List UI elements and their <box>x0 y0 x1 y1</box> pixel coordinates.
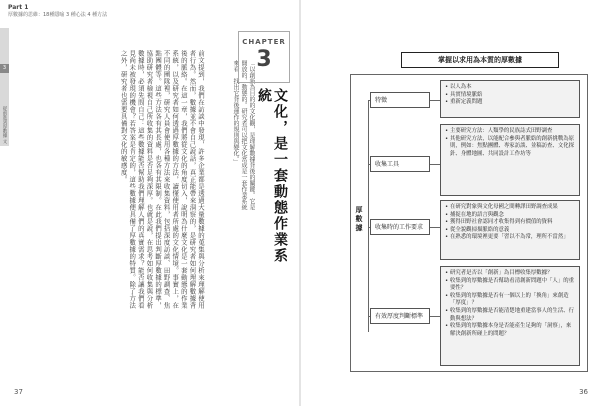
thick-data-diagram <box>340 52 588 374</box>
diagram-connector-spine <box>368 100 369 332</box>
page-number-left: 37 <box>14 388 23 396</box>
list-item: • 主要研究方法：人類學的民族誌式田野調查 <box>445 128 575 136</box>
list-item: • 具實情境脈絡 <box>445 92 575 100</box>
connector <box>430 316 440 317</box>
chapter-number: 3 <box>256 47 272 72</box>
connector <box>430 227 440 228</box>
list-item: • 捕捉在地的語言與觀念 <box>445 212 575 220</box>
list-item: • 研究者是否以「創新」為目標收集厚數據？ <box>445 270 575 278</box>
connector <box>430 100 440 101</box>
list-item: • 以人為本 <box>445 84 575 92</box>
chapter-intro: 「以創新為目的的文化觀，是理解數據背後的關鍵。它是開放的、動態的。研究者可以把文化當成是一套作業系統來看，找出它背後運作的規則與變化。」 <box>232 60 255 210</box>
diagram-title: 掌握以求用為本質的厚數據 <box>401 52 559 68</box>
list-item: • 重新定義問題 <box>445 99 575 107</box>
row-label-tools: 收集工具 <box>370 156 430 172</box>
row-label-features: 特徵 <box>370 92 430 108</box>
list-item: • 在研究對象與文化母國之間轉譯田野調查成果 <box>445 204 575 212</box>
page-number-right: 36 <box>579 388 588 396</box>
list-item: • 其他研究方法，以能配合參與者脈絡的創新挑戰為原則，例如：焦點團體、專家訪談、並稿訪查、文化探針、身體地圖、共同設計工作坊等 <box>445 136 575 159</box>
page-gutter <box>299 0 301 406</box>
list-item: • 收集到的厚數據是否有一個以上的「換角」來創造「厚度」？ <box>445 293 575 308</box>
row-box-tools <box>440 124 580 196</box>
side-tab-number: 3 <box>0 64 9 73</box>
list-item: • 收集到的厚數據是否能清楚地重建當事人的生活、行動與想法？ <box>445 308 575 323</box>
diagram-side-label: 厚數據 <box>355 206 363 233</box>
side-tab-text: 從前進到厚數據 文 <box>2 106 7 144</box>
row-box-criteria <box>440 266 580 366</box>
body-text: 前文提到，我們在訪談中發現，許多企業都是透過大量數據的蒐集與分析來理解使用者行為。然而，數據並不會自己說話，真正能帶來洞察的，是研究者如何理解數據背後的脈絡。在這一章，我們將從文化的角度切入，說明為什麼文化是一套動態的作業系統，以及研究者如何透過厚數據的方法，讀懂使用者所處的文化情境。事實上，在不同的團隊裡，研究人員會使用各種方法來收集資料，包括深度訪談、田野調查、焦點團體等。這些方法各有其長處，也各有其限制。在此我們提出判斷厚數據的標準，協助研究者檢視自己所收集的資料是否足夠深厚。也就是說，在思考如何收集與分析數據時，必須先問自己：這些數據能否幫助我們理解人們的真實需求？能否讓我們看見尚未被發現的機會？若答案是肯定的，這些數據便具備了厚數據的特質。除了方法之外，研究者也需要具備對文化的敏感度。 <box>119 50 205 309</box>
list-item: • 從全貌觀掃描脈絡的意義 <box>445 227 575 235</box>
chapter-title: 文化，是一套動態作業系統 <box>256 88 288 264</box>
list-item: • 獲得田野社會認同才收集得到有價值的資料 <box>445 219 575 227</box>
chapter-box <box>238 31 290 83</box>
chapter-side-tab <box>0 28 9 146</box>
chapter-label: CHAPTER <box>242 38 286 46</box>
row-box-requirements <box>440 200 580 260</box>
part-label: Part 1 <box>8 4 29 11</box>
list-item: • 收集到的厚數據是否幫助看清創新問題中「人」的重要性？ <box>445 278 575 293</box>
row-box-features <box>440 80 580 118</box>
connector <box>430 164 440 165</box>
breadcrumb: 厚數據的思維：18種隱喻 3 種心法 4 種方法 <box>8 12 108 18</box>
list-item: • 收集到的厚數據本身是否能產生足夠的「洞察」，來解決創新所碰上的問題？ <box>445 323 575 338</box>
row-label-requirements: 收集時的工作要求 <box>370 219 430 235</box>
list-item: • 在熟悉的環境裡更要「習以不為常，理所不當然」 <box>445 234 575 242</box>
row-label-criteria: 有效厚度判斷標準 <box>370 308 430 324</box>
